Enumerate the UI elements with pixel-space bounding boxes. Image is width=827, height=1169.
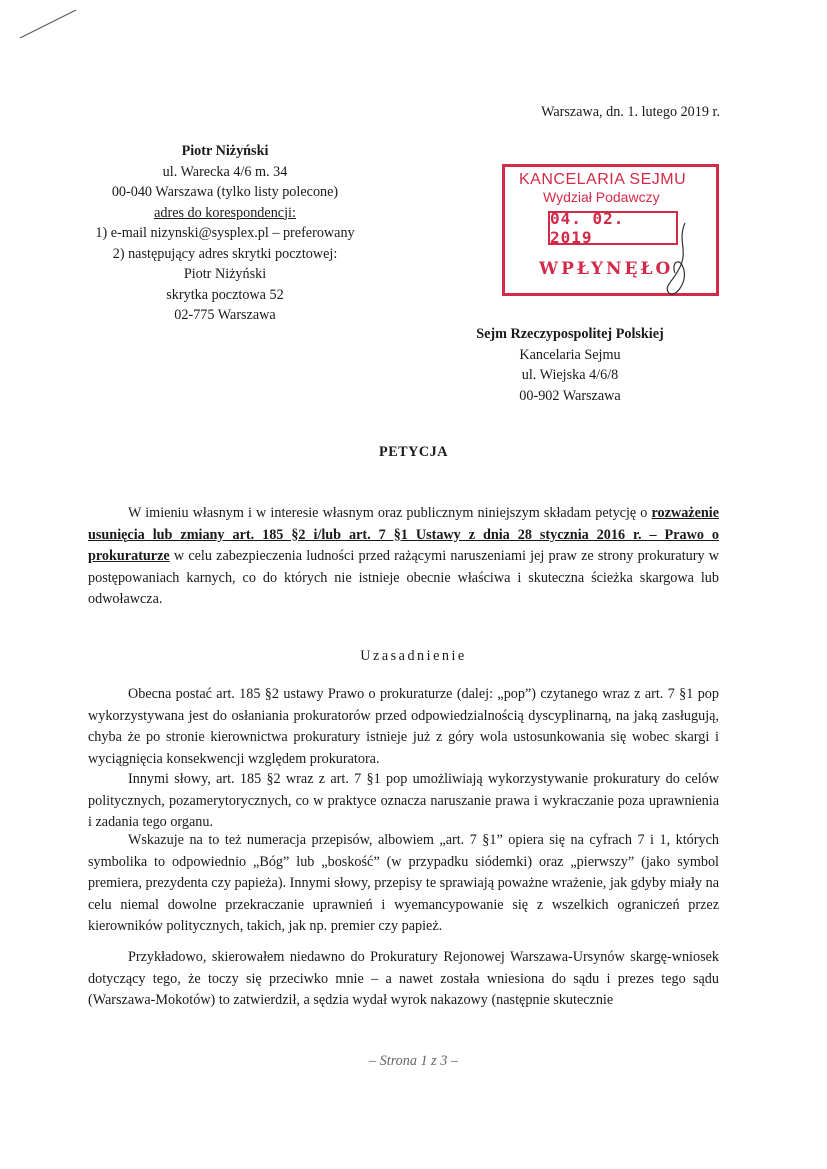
po-box-name: Piotr Niżyński <box>183 266 267 282</box>
stamp-department: Wydział Podawczy <box>543 189 660 205</box>
paragraph: Obecna postać art. 185 §2 ustawy Prawo o prokuraturze (dalej: „pop”) czytanego wraz z art. 7 §1 pop wykorzystywana jest do osłaniania prokuratorów przed odpowiedzialnością dyscyplinarną, na jaką zasługują, chyba że po stronie kierownictwa prokuratury istnieje już z góry wola ustosunkowania się wobec skargi i wyciągnięcia konsekwencji względem prokuratora. <box>88 686 719 767</box>
intro-text-b: w celu zabezpieczenia ludności przed rażącymi naruszeniami jej praw ze strony prokuratury w postępowaniach karnych, co do których nie istnieje obecnie właściwa i skuteczna ścieżka skargowa lub odwoławcza. <box>88 548 719 607</box>
document-title: PETYCJA <box>379 444 448 460</box>
po-box-number: skrytka pocztowa 52 <box>166 286 284 303</box>
intro-legal-reference: rozważenie usunięcia lub zmiany art. 185 §2 i/lub art. 7 §1 Ustawy z dnia 28 stycznia 2016 r. – Prawo o prokuraturze <box>88 505 720 564</box>
sender-street: ul. Warecka 4/6 m. 34 <box>162 163 288 180</box>
stamp-received: WPŁYNĘŁO <box>539 259 674 279</box>
signature-icon <box>655 221 705 301</box>
intro-text-a: W imieniu własnym i w interesie własnym oraz publicznym niniejszym składam petycję o <box>128 505 648 521</box>
received-stamp <box>502 164 719 296</box>
stamp-office: KANCELARIA SEJMU <box>519 171 687 188</box>
recipient-city: 00-902 Warszawa <box>519 387 621 404</box>
po-box-intro: 2) następujący adres skrytki pocztowej: <box>112 245 338 262</box>
justification-heading: Uzasadnienie <box>360 648 467 664</box>
pen-stroke-mark <box>18 6 78 40</box>
stamp-date: 04. 02. 2019 <box>548 211 678 245</box>
petition-intro <box>88 503 719 611</box>
recipient-street: ul. Wiejska 4/6/8 <box>521 367 619 383</box>
paragraph: Wskazuje na to też numeracja przepisów, albowiem „art. 7 §1” opiera się na cyfrach 7 i 1, których symbolika to odpowiednio „Bóg” lub „boskość” (w przypadku siódemki) oraz „pierwszy” (jako symbol premiera, prezydenta czy papieża). Innymi słowy, przepisy te sprawiają poważne wrażenie, jak gdyby miały na celu niemal dowolne przekraczanie uprawnień i wyemancypowanie się z wszelkich ograniczeń przez kierowników politycznych, takich, jak np. premier czy papież. <box>88 832 719 934</box>
recipient-address-block <box>410 324 730 406</box>
recipient-dept: Kancelaria Sejmu <box>519 346 621 363</box>
sender-address-block <box>50 141 400 326</box>
recipient-name: Sejm Rzeczypospolitej Polskiej <box>476 326 664 342</box>
sender-email-line: 1) e-mail nizynski@sysplex.pl – preferowany <box>95 225 355 241</box>
correspondence-label: adres do korespondencji: <box>154 204 296 221</box>
po-box-city: 02-775 Warszawa <box>174 307 276 323</box>
paragraph: Innymi słowy, art. 185 §2 wraz z art. 7 §1 pop umożliwiają wykorzystywanie prokuratury do celów politycznych, pozamerytorycznych, co w praktyce oznacza naruszanie prawa i wykraczanie poza uprawnienia i zadania tego organu. <box>88 771 719 830</box>
sender-name: Piotr Niżyński <box>181 143 269 159</box>
paragraph: Przykładowo, skierowałem niedawno do Prokuratury Rejonowej Warszawa-Ursynów skargę-wniosek dotyczący tego, że toczy się przeciwko mnie – a nawet została wniesiona do sądu i prezes tego sądu (Warszawa-Mokotów) to zatwierdził, a sędzia wydał wyrok nakazowy (następnie skutecznie <box>88 949 719 1008</box>
letter-date: Warszawa, dn. 1. lutego 2019 r. <box>541 104 720 120</box>
sender-city: 00-040 Warszawa (tylko listy polecone) <box>111 184 339 200</box>
page-footer: – Strona 1 z 3 – <box>369 1053 458 1069</box>
